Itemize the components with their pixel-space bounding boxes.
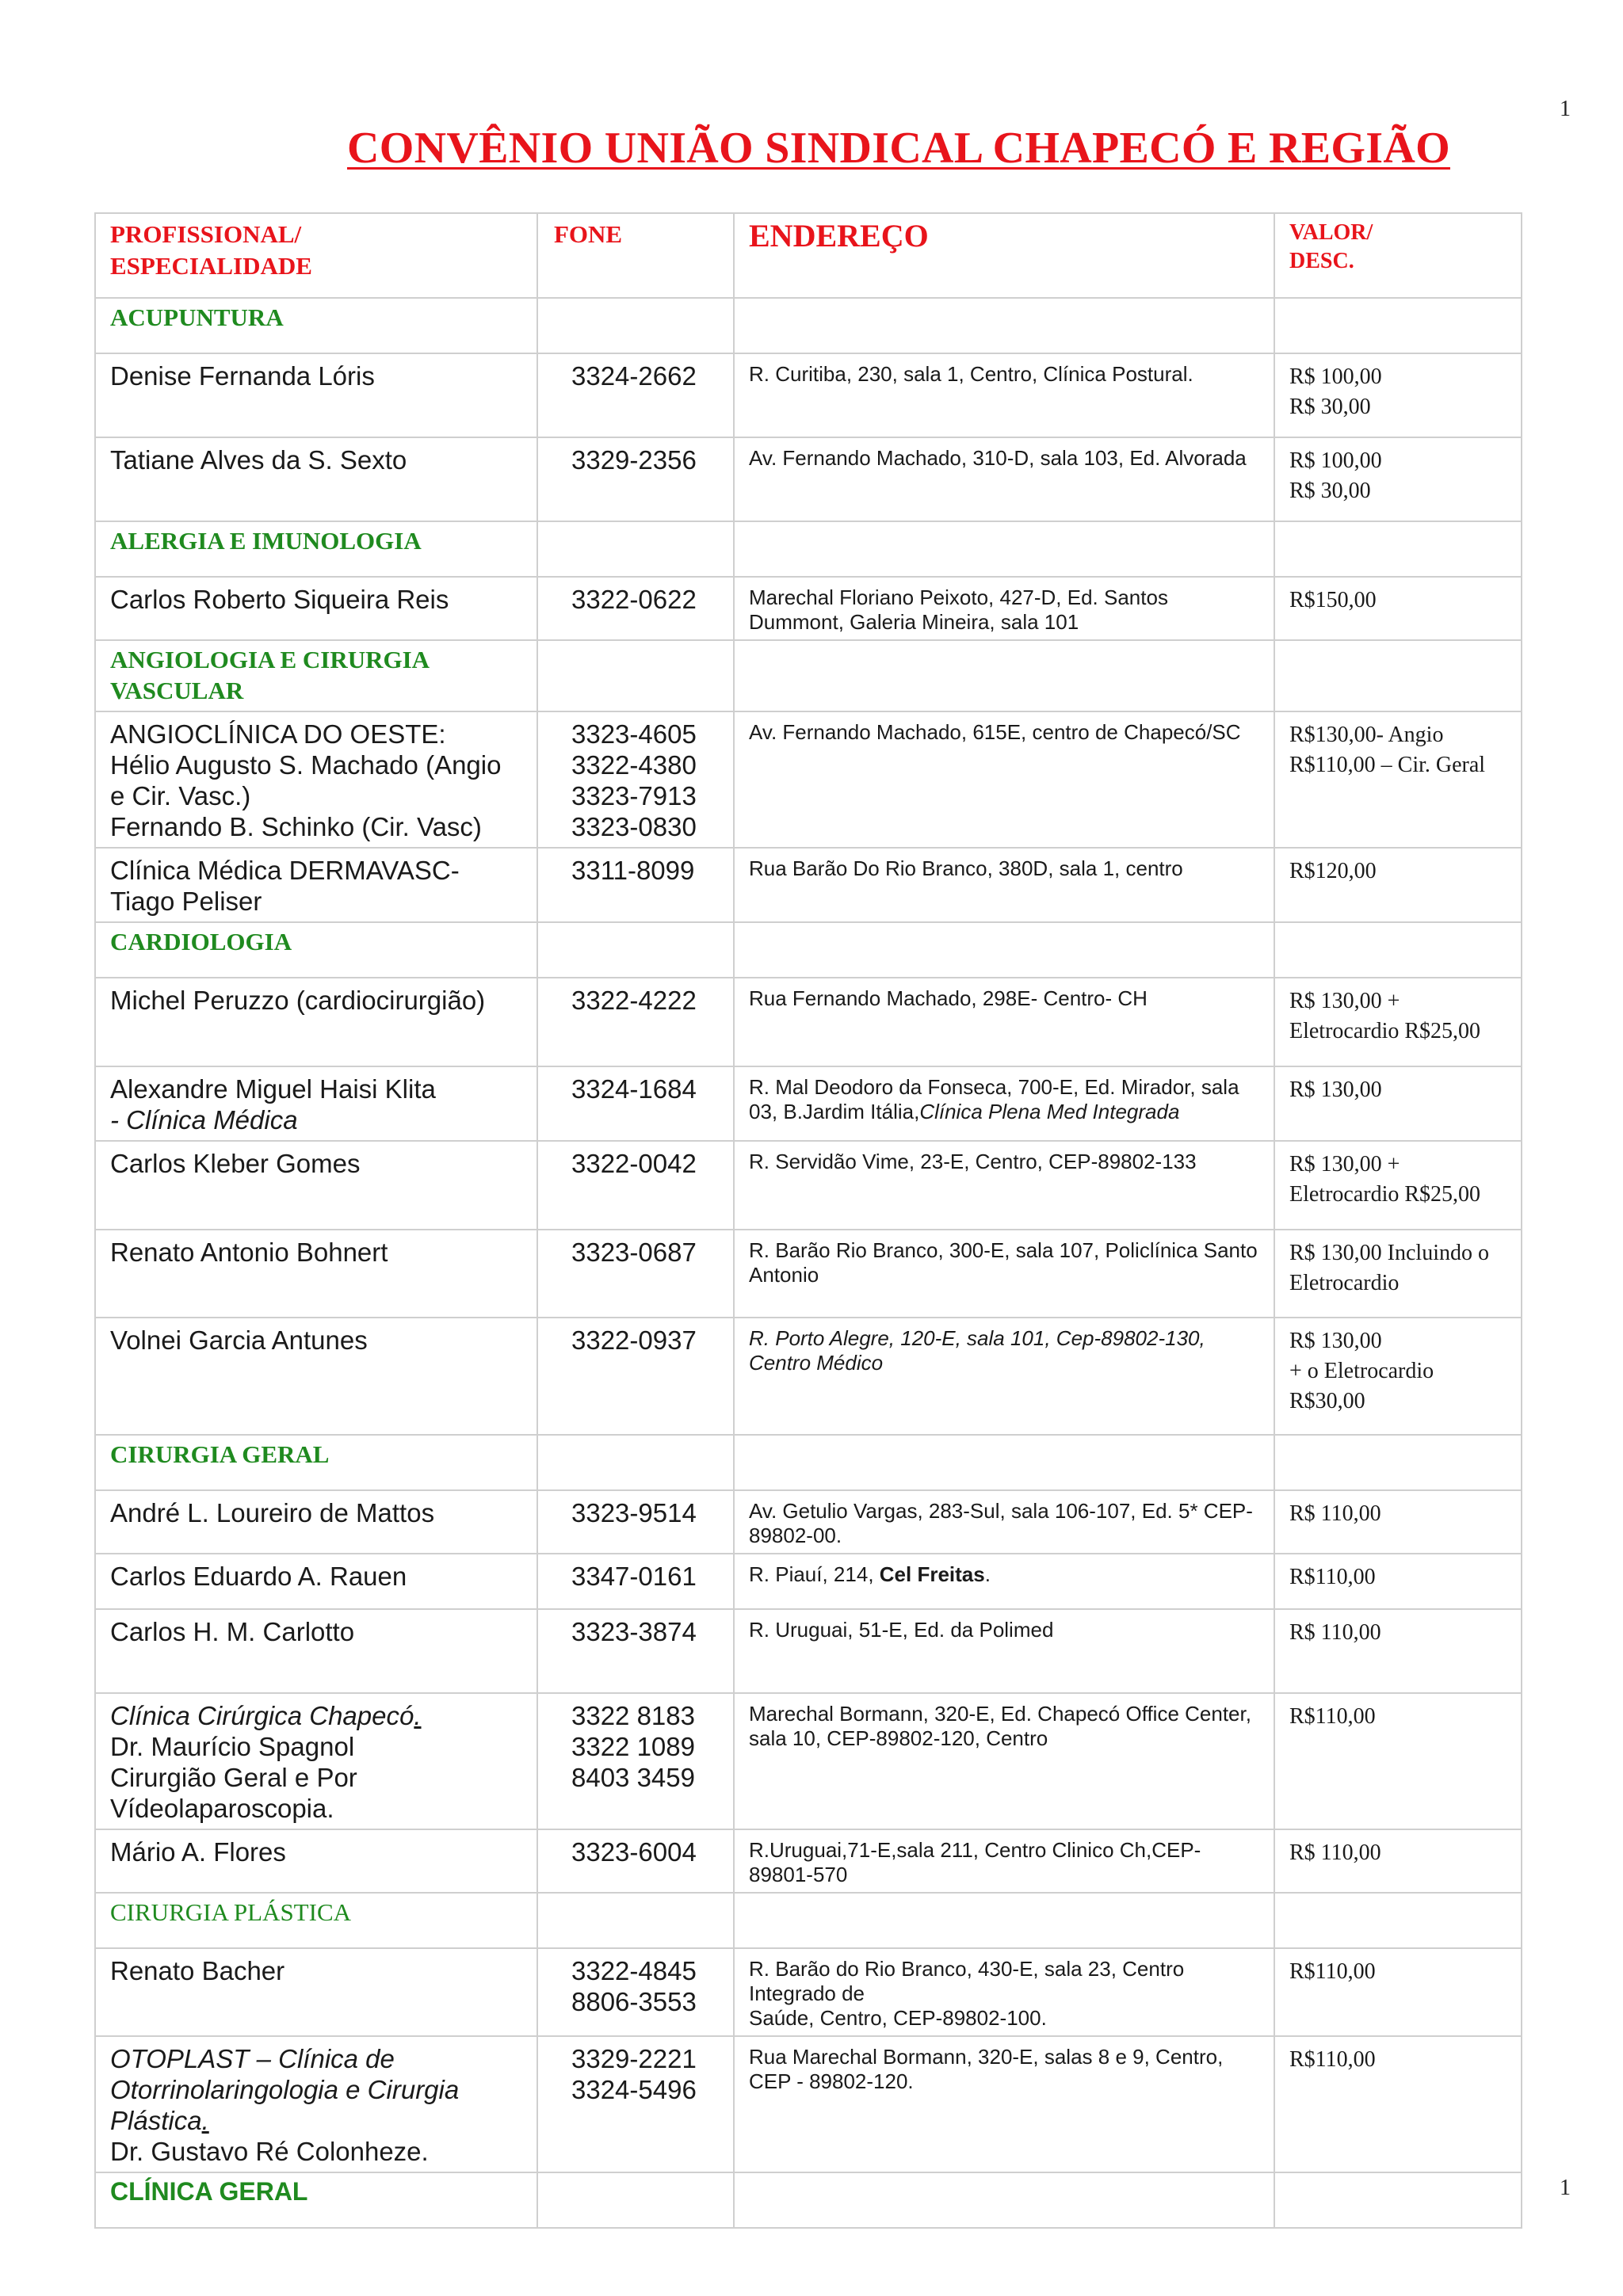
section-cardiologia: CARDIOLOGIA [95, 922, 537, 978]
phone-number: 3329-2356 [537, 437, 734, 521]
price-value: R$ 130,00 + o Eletrocardio R$30,00 [1274, 1318, 1522, 1435]
professional-name: Mário A. Flores [95, 1829, 537, 1893]
address: R. Porto Alegre, 120-E, sala 101, Cep-89802-130, Centro Médico [734, 1318, 1274, 1435]
phone-number: 3323-0687 [537, 1230, 734, 1318]
section-cirurgia-geral: CIRURGIA GERAL [95, 1435, 537, 1490]
price-value: R$ 130,00 Incluindo o Eletrocardio [1274, 1230, 1522, 1318]
phone-number: 3311-8099 [537, 848, 734, 922]
professional-name: Carlos Roberto Siqueira Reis [95, 577, 537, 640]
section-angiologia: ANGIOLOGIA E CIRURGIA VASCULAR [95, 640, 537, 711]
convenio-table [94, 212, 1522, 2229]
header-address: ENDEREÇO [734, 213, 1274, 298]
clinic-name: Clínica Plena Med Integrada [919, 1100, 1180, 1123]
price-value: R$ 100,00 R$ 30,00 [1274, 437, 1522, 521]
price-value: R$110,00 [1274, 1554, 1522, 1609]
section-row [95, 521, 1522, 577]
price-value: R$120,00 [1274, 848, 1522, 922]
price-value: R$ 130,00 [1274, 1066, 1522, 1141]
table-row [95, 711, 1522, 848]
price-value: R$ 110,00 [1274, 1609, 1522, 1693]
section-row [95, 298, 1522, 353]
professional-name: Alexandre Miguel Haisi Klita [110, 1074, 436, 1104]
address: Rua Barão Do Rio Branco, 380D, sala 1, centro [734, 848, 1274, 922]
address: R. Uruguai, 51-E, Ed. da Polimed [734, 1609, 1274, 1693]
phone-number: 3324-2662 [537, 353, 734, 437]
address: Rua Marechal Bormann, 320-E, salas 8 e 9, Centro, CEP - 89802-120. [734, 2036, 1274, 2172]
professional-name: Renato Bacher [95, 1948, 537, 2036]
table-row [95, 353, 1522, 437]
address: R. Barão do Rio Branco, 430-E, sala 23, Centro Integrado de Saúde, Centro, CEP-89802-100. [734, 1948, 1274, 2036]
address-end: . [984, 1562, 991, 1586]
phone-number: 3323-4605 3322-4380 3323-7913 3323-0830 [537, 711, 734, 848]
professional-name: Denise Fernanda Lóris [95, 353, 537, 437]
phone-number: 3323-3874 [537, 1609, 734, 1693]
address: Marechal Bormann, 320-E, Ed. Chapecó Office Center, sala 10, CEP-89802-120, Centro [734, 1693, 1274, 1829]
price-value: R$110,00 [1274, 1948, 1522, 2036]
professional-name: Carlos H. M. Carlotto [95, 1609, 537, 1693]
phone-number: 3322-0622 [537, 577, 734, 640]
price-value: R$130,00- Angio R$110,00 – Cir. Geral [1274, 711, 1522, 848]
professional-name: Dr. Maurício Spagnol Cirurgião Geral e Por Vídeolaparoscopia. [110, 1732, 357, 1823]
address: Rua Fernando Machado, 298E- Centro- CH [734, 978, 1274, 1066]
professional-name: Carlos Eduardo A. Rauen [95, 1554, 537, 1609]
phone-number: 3322-0042 [537, 1141, 734, 1230]
header-value: VALOR/ DESC. [1274, 213, 1522, 298]
address: Marechal Floriano Peixoto, 427-D, Ed. Santos Dummont, Galeria Mineira, sala 101 [734, 577, 1274, 640]
professional-name: Michel Peruzzo (cardiocirurgião) [95, 978, 537, 1066]
phone-number: 3347-0161 [537, 1554, 734, 1609]
professional-name: Tatiane Alves da S. Sexto [95, 437, 537, 521]
phone-number: 3322-4222 [537, 978, 734, 1066]
table-row [95, 1609, 1522, 1693]
header-row [95, 213, 1522, 298]
address-district: Cel Freitas [879, 1562, 985, 1586]
table-row [95, 1318, 1522, 1435]
professional-name: Clínica Médica DERMAVASC- Tiago Peliser [95, 848, 537, 922]
table-row [95, 1554, 1522, 1609]
header-professional: PROFISSIONAL/ ESPECIALIDADE [95, 213, 537, 298]
professional-name: Renato Antonio Bohnert [95, 1230, 537, 1318]
address: R.Uruguai,71-E,sala 211, Centro Clinico Ch,CEP-89801-570 [734, 1829, 1274, 1893]
section-row [95, 1435, 1522, 1490]
header-phone: FONE [537, 213, 734, 298]
price-value: R$ 130,00 + Eletrocardio R$25,00 [1274, 978, 1522, 1066]
section-row [95, 2172, 1522, 2228]
price-value: R$ 100,00 R$ 30,00 [1274, 353, 1522, 437]
phone-number: 3322-4845 8806-3553 [537, 1948, 734, 2036]
page-number-bottom: 1 [1560, 2176, 1571, 2200]
table-row [95, 437, 1522, 521]
address: R. Barão Rio Branco, 300-E, sala 107, Policlínica Santo Antonio [734, 1230, 1274, 1318]
section-alergia: ALERGIA E IMUNOLOGIA [95, 521, 537, 577]
phone-number: 3322-0937 [537, 1318, 734, 1435]
address: Av. Getulio Vargas, 283-Sul, sala 106-107, Ed. 5* CEP-89802-00. [734, 1490, 1274, 1554]
table-row [95, 978, 1522, 1066]
table-row [95, 2036, 1522, 2172]
address: Av. Fernando Machado, 310-D, sala 103, Ed. Alvorada [734, 437, 1274, 521]
phone-number: 3323-9514 [537, 1490, 734, 1554]
page-number-top: 1 [1560, 97, 1571, 121]
table-row [95, 577, 1522, 640]
phone-number: 3322 8183 3322 1089 8403 3459 [537, 1693, 734, 1829]
phone-number: 3329-2221 3324-5496 [537, 2036, 734, 2172]
professional-name: Carlos Kleber Gomes [95, 1141, 537, 1230]
address: R. Curitiba, 230, sala 1, Centro, Clínica Postural. [734, 353, 1274, 437]
table-row [95, 848, 1522, 922]
table-row [95, 1230, 1522, 1318]
clinic-name: Clínica Cirúrgica Chapecó [110, 1701, 414, 1730]
section-row [95, 640, 1522, 711]
section-cirurgia-plastica: CIRURGIA PLÁSTICA [95, 1893, 537, 1948]
table-row [95, 1066, 1522, 1141]
address: R. Piauí, 214, [749, 1562, 880, 1586]
clinic-name-end: . [201, 2106, 209, 2135]
price-value: R$110,00 [1274, 2036, 1522, 2172]
section-clinica-geral: CLÍNICA GERAL [95, 2172, 537, 2228]
phone-number: 3324-1684 [537, 1066, 734, 1141]
table-row [95, 1948, 1522, 2036]
price-value: R$ 130,00 + Eletrocardio R$25,00 [1274, 1141, 1522, 1230]
table-row [95, 1829, 1522, 1893]
price-value: R$ 110,00 [1274, 1490, 1522, 1554]
phone-number: 3323-6004 [537, 1829, 734, 1893]
address: Av. Fernando Machado, 615E, centro de Chapecó/SC [734, 711, 1274, 848]
section-row [95, 1893, 1522, 1948]
section-acupuntura: ACUPUNTURA [95, 298, 537, 353]
professional-name: Volnei Garcia Antunes [95, 1318, 537, 1435]
page-title: CONVÊNIO UNIÃO SINDICAL CHAPECÓ E REGIÃO [347, 124, 1450, 173]
price-value: R$150,00 [1274, 577, 1522, 640]
address: R. Mal Deodoro da Fonseca, 700-E, Ed. Mirador, sala 03, B.Jardim Itália, [749, 1075, 1239, 1123]
professional-name: ANGIOCLÍNICA DO OESTE: Hélio Augusto S. Machado (Angio e Cir. Vasc.) Fernando B. Schinko (Cir. Vasc) [95, 711, 537, 848]
professional-name: Dr. Gustavo Ré Colonheze. [110, 2137, 429, 2166]
professional-specialty: - Clínica Médica [110, 1105, 298, 1135]
address: R. Servidão Vime, 23-E, Centro, CEP-89802-133 [734, 1141, 1274, 1230]
table-row [95, 1693, 1522, 1829]
price-value: R$110,00 [1274, 1693, 1522, 1829]
professional-name: André L. Loureiro de Mattos [95, 1490, 537, 1554]
clinic-name: OTOPLAST – Clínica de Otorrinolaringologia e Cirurgia Plástica [110, 2044, 460, 2135]
section-row [95, 922, 1522, 978]
clinic-name-end: . [414, 1701, 422, 1730]
table-row [95, 1490, 1522, 1554]
table-row [95, 1141, 1522, 1230]
price-value: R$ 110,00 [1274, 1829, 1522, 1893]
